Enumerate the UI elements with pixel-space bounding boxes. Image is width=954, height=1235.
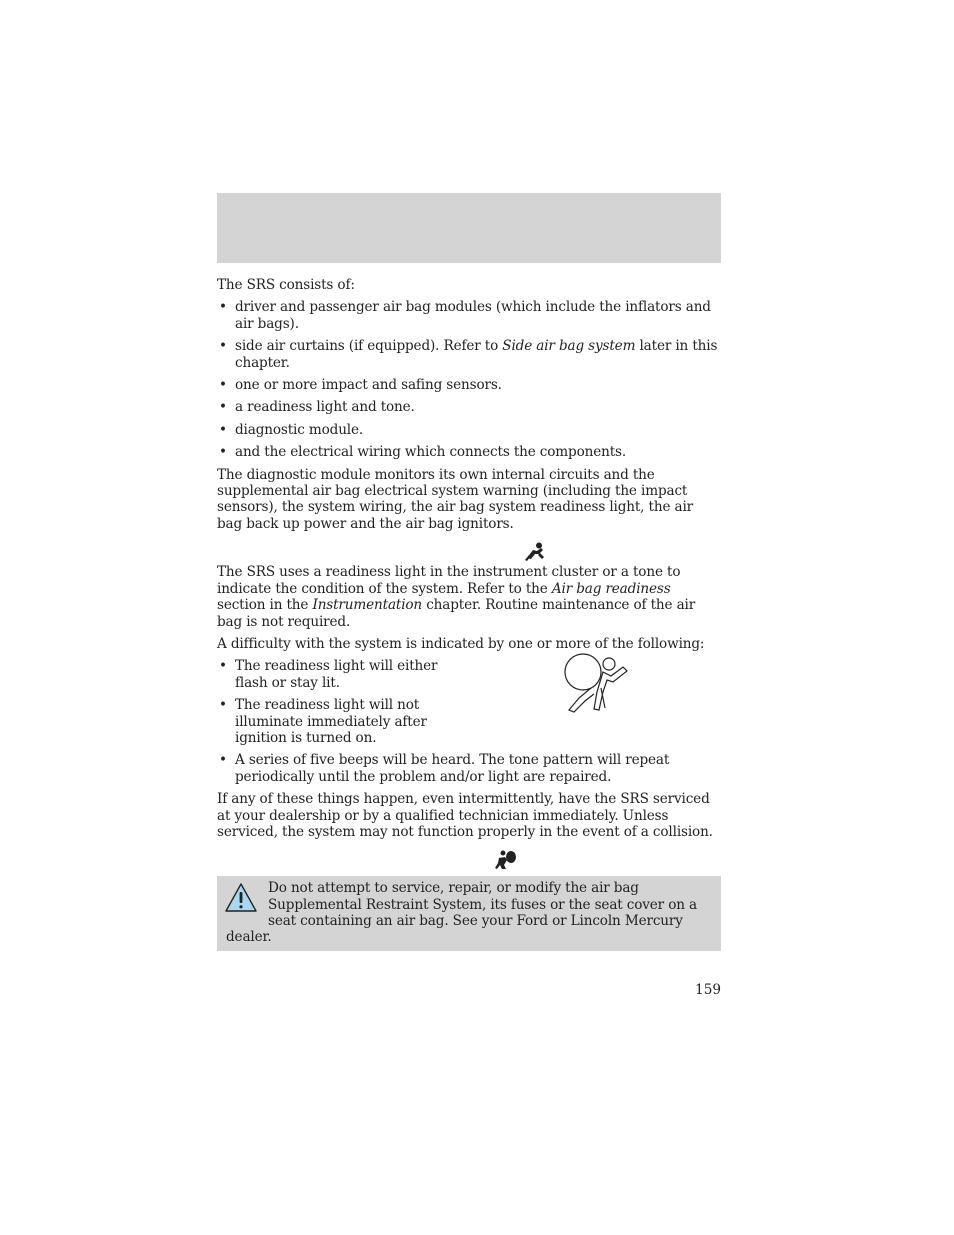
readiness-paragraph: The SRS uses a readiness light in the instrument cluster or a tone to indicate the condition of the system. Refer to the Air bag readiness section in the Instrumentation chapter. Routine maintenance of the air bag is not required. — [217, 564, 696, 630]
list-item: • one or more impact and safing sensors. — [217, 377, 721, 393]
list-item: • driver and passenger air bag modules (which include the inflators and air bags). — [217, 299, 721, 332]
diagnostic-paragraph: The diagnostic module monitors its own internal circuits and the supplemental air bag electrical system warning (including the impact sensors), the system wiring, the air bag system readiness light, the air bag back up power and the air bag ignitors. — [217, 466, 694, 532]
list-item: • The readiness light will either flash or stay lit. — [217, 658, 457, 691]
list-item: • a readiness light and tone. — [217, 399, 721, 415]
header-band — [217, 193, 721, 263]
airbag-person-icon — [495, 850, 517, 870]
airbag-tool-icon-row — [217, 542, 721, 564]
components-list — [217, 299, 721, 460]
page-content — [217, 277, 721, 951]
list-item: • and the electrical wiring which connects the components. — [217, 444, 721, 460]
difficulty-intro: A difficulty with the system is indicated by one or more of the following: — [217, 635, 705, 652]
list-item: • side air curtains (if equipped). Refer to Side air bag system later in this chapter. — [217, 338, 721, 371]
warning-box — [217, 876, 721, 951]
warning-triangle-icon — [224, 882, 258, 914]
list-item: • diagnostic module. — [217, 422, 721, 438]
difficulty-section — [217, 658, 721, 746]
list-item: • The readiness light will not illuminate immediately after ignition is turned on. — [217, 697, 457, 746]
airbag-readiness-icon — [561, 652, 631, 716]
airbag-tool-icon — [524, 542, 546, 562]
page-number: 159 — [695, 982, 721, 998]
warning-text: Do not attempt to service, repair, or modify the air bag Supplemental Restraint System, its fuses or the seat cover on a seat containing an air bag. See your Ford or Lincoln Mercury dealer. — [226, 880, 697, 945]
airbag-person-icon-row — [217, 850, 721, 872]
difficulty-list-continued — [217, 752, 721, 785]
service-paragraph: If any of these things happen, even intermittently, have the SRS serviced at your dealership or by a qualified technician immediately. Unless serviced, the system may not function properly in the event of a collision. — [217, 791, 713, 840]
difficulty-list — [217, 658, 457, 746]
srs-intro: The SRS consists of: — [217, 277, 355, 293]
list-item: • A series of five beeps will be heard. The tone pattern will repeat periodically until the problem and/or light are repaired. — [217, 752, 721, 785]
